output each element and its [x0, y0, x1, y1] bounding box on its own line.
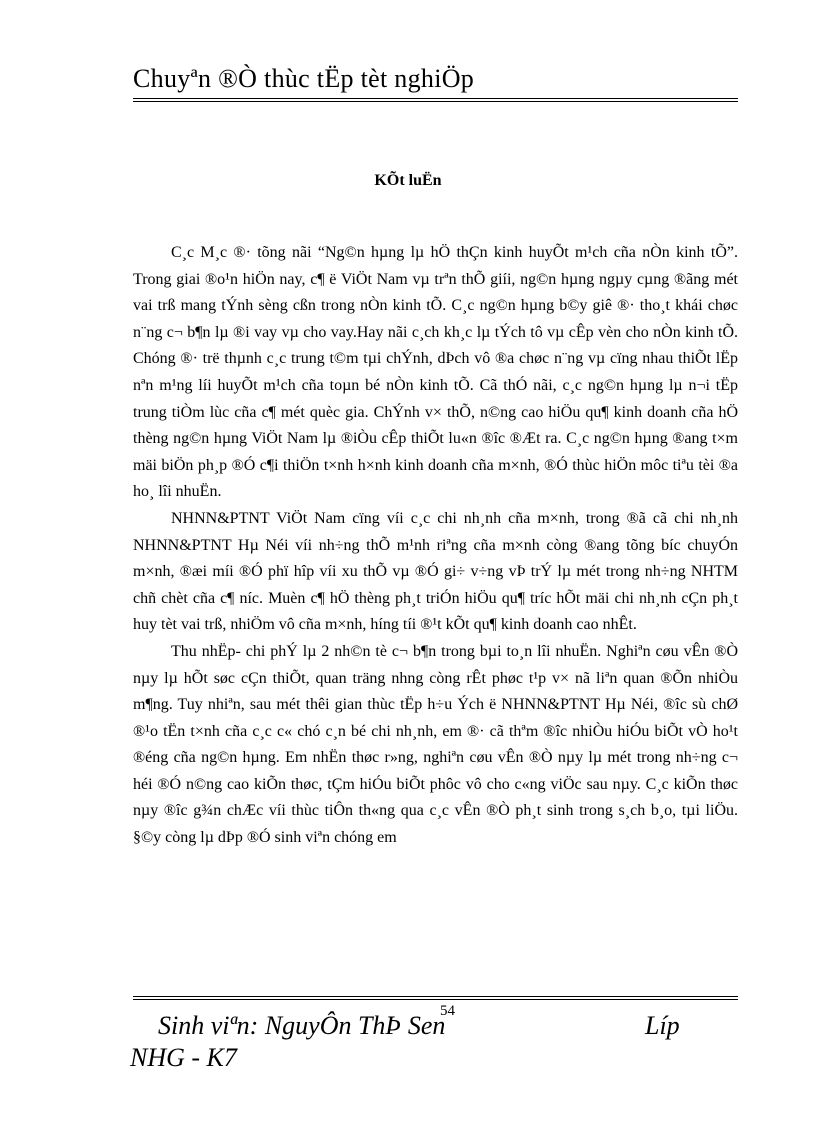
- page-number: 54: [440, 1003, 455, 1019]
- student-name: Sinh viªn: NguyÔn ThÞ Sen: [158, 1011, 446, 1040]
- class-value: NHG - K7: [130, 1043, 237, 1072]
- page-header-title: Chuyªn ®Ò thùc tËp tèt nghiÖp: [133, 64, 475, 93]
- paragraph: Thu nhËp- chi phÝ lµ 2 nh©n tè c¬ b¶n trong bµi to¸n lîi nhuËn. Nghiªn cøu vÊn ®Ò nµy lµ hÕt søc cÇn thiÕt, quan träng nhng còng rÊt phøc t¹p v× nã liªn quan ®Õn nhiÒu m¶ng. Tuy nhiªn, sau mét thêi gian thùc tËp h÷u Ých ë NHNN&PTNT Hµ Néi, ®îc sù chØ ®¹o tËn t×nh cña c¸c c« chó c¸n bé chi nh¸nh, em ®· cã thªm ®îc nhiÒu hiÓu biÕt vÒ ho¹t ®éng cña ng©n hµng. Em nhËn thøc r»ng, nghiªn cøu vÊn ®Ò nµy lµ mét trong nh÷ng c¬ héi ®Ó n©ng cao kiÕn thøc, tÇm hiÓu biÕt phôc vô cho c«ng viÖc sau nµy. C¸c kiÕn thøc nµy ®îc g¾n chÆc víi thùc tiÔn th«ng qua c¸c vÊn ®Ò ph¸t sinh trong s¸ch b¸o, tµi liÖu. §©y còng lµ dÞp ®Ó sinh viªn chóng em: [133, 642, 738, 847]
- section-heading: KÕt luËn: [374, 172, 442, 189]
- paragraph: NHNN&PTNT ViÖt Nam cïng víi c¸c chi nh¸nh cña m×nh, trong ®ã cã chi nh¸nh NHNN&PTNT Hµ Néi víi nh÷ng thÕ m¹nh riªng cña m×nh còng ®ang tõng bíc chuyÓn m×nh, ®æi míi ®Ó phï hîp víi xu thÕ vµ ®Ó gi÷ v÷ng vÞ trÝ lµ mét trong nh÷ng NHTM chñ chèt cña c¶ níc. Muèn c¶ hÖ thèng ph¸t triÓn hiÖu qu¶ tríc hÕt mäi chi nh¸nh cÇn ph¸t huy tèt vai trß, nhiÖm vô cña m×nh, híng tíi ®¹t kÕt qu¶ kinh doanh cao nhÊt.: [133, 509, 738, 634]
- class-label: Líp: [645, 1011, 680, 1040]
- header-rule-bottom: [133, 101, 738, 102]
- header-rule-top: [133, 98, 738, 99]
- footer-rule-top: [133, 996, 738, 997]
- footer-rule-bottom: [133, 999, 738, 1000]
- body-text: [133, 240, 738, 852]
- paragraph: C¸c M¸c ®· tõng nãi “Ng©n hµng lµ hÖ thÇn kinh huyÕt m¹ch cña nÒn kinh tÕ”. Trong giai ®o¹n hiÖn nay, c¶ ë ViÖt Nam vµ trªn thÕ giíi, ng©n hµng ngµy cµng ®ãng mét vai trß mang tÝnh sèng cßn trong nÒn kinh tÕ. C¸c ng©n hµng b©y giê ®· tho¸t khái chøc n¨ng c¬ b¶n lµ ®i vay vµ cho vay.Hay nãi c¸ch kh¸c lµ tÝch tô vµ cÊp vèn cho nÒn kinh tÕ. Chóng ®· trë thµnh c¸c trung t©m tµi chÝnh, dÞch vô ®a chøc n¨ng vµ cïng nhau thiÕt lËp nªn m¹ng líi huyÕt m¹ch cña toµn bé nÒn kinh tÕ. Cã thÓ nãi, c¸c ng©n hµng lµ n¬i tËp trung tiÒm lùc cña c¶ mét quèc gia. ChÝnh v× thÕ, n©ng cao hiÖu qu¶ kinh doanh cña hÖ thèng ng©n hµng ViÖt Nam lµ ®iÒu cÊp thiÕt lu«n ®îc ®Æt ra. C¸c ng©n hµng ®ang t×m mäi biÖn ph¸p ®Ó c¶i thiÖn t×nh h×nh kinh doanh cña m×nh, ®Ó thùc hiÖn môc tiªu tèi ®a ho¸ lîi nhuËn.: [133, 244, 738, 501]
